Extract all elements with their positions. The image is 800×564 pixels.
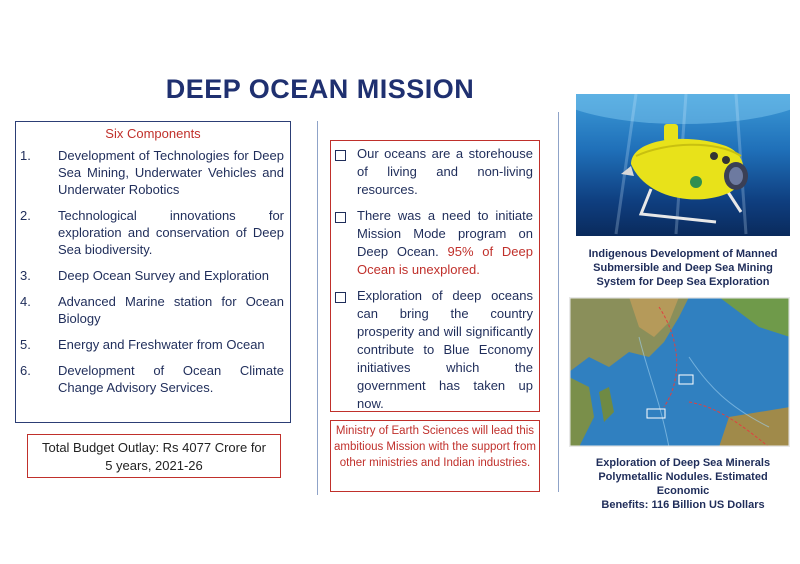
components-list xyxy=(16,147,290,396)
list-item xyxy=(16,207,290,258)
page-title: DEEP OCEAN MISSION xyxy=(165,74,475,104)
divider-left xyxy=(317,121,318,495)
bullet-text: Exploration of deep oceans can bring the country prosperity and will significantly contribute to Blue Economy initiatives which the government has taken up now. xyxy=(357,288,533,411)
bullet-item xyxy=(335,287,533,413)
bullet-text-highlight: 95% of Deep Ocean is unexplored. xyxy=(357,244,533,277)
bullet-item xyxy=(335,207,533,279)
caption-line: Exploration of Deep Sea Minerals xyxy=(595,457,771,469)
item-text: Advanced Marine station for Ocean Biology xyxy=(58,294,284,326)
bullet-text-main: There was a need to initiate Mission Mode program on Deep Ocean. xyxy=(357,208,533,259)
list-item xyxy=(16,336,290,353)
budget-box xyxy=(27,434,281,478)
item-text: Energy and Freshwater from Ocean xyxy=(58,337,265,352)
submersible-icon xyxy=(576,94,790,236)
bullet-text xyxy=(357,207,533,279)
submersible-caption xyxy=(572,247,794,289)
bullet-text: Our oceans are a storehouse of living and non-living resources. xyxy=(357,146,533,197)
components-heading: Six Components xyxy=(105,126,201,141)
submersible-image xyxy=(576,94,790,236)
checkbox-bullet-icon xyxy=(335,287,357,413)
item-text: Technological innovations for exploration and conservation of Deep Sea biodiversity. xyxy=(58,208,284,257)
item-text: Development of Technologies for Deep Sea Mining, Underwater Vehicles and Underwater Robotics xyxy=(58,148,284,197)
list-item xyxy=(16,362,290,396)
item-number: 3. xyxy=(20,268,31,283)
budget-line-1: Total Budget Outlay: Rs 4077 Crore for xyxy=(41,440,266,455)
bullet-item xyxy=(335,145,533,199)
caption-line: System for Deep Sea Exploration xyxy=(596,276,770,288)
list-item xyxy=(16,147,290,198)
caption-line: Benefits: 116 Billion US Dollars xyxy=(601,499,765,511)
caption-line: Polymetallic Nodules. Estimated Economic xyxy=(598,471,768,497)
ocean-facts-box xyxy=(330,140,540,412)
item-text: Development of Ocean Climate Change Advisory Services. xyxy=(58,363,284,395)
list-item xyxy=(16,267,290,284)
item-number: 2. xyxy=(20,208,31,223)
item-text: Deep Ocean Survey and Exploration xyxy=(58,268,270,283)
item-number: 4. xyxy=(20,294,31,309)
ministry-box: Ministry of Earth Sciences will lead this ambitious Mission with the support from other ministries and Indian industries. xyxy=(330,420,540,492)
checkbox-bullet-icon xyxy=(335,207,357,279)
budget-line-2: 5 years, 2021-26 xyxy=(105,458,203,473)
components-box xyxy=(15,121,291,423)
divider-right xyxy=(558,112,559,492)
list-item xyxy=(16,293,290,327)
map-caption xyxy=(572,456,794,512)
caption-line: Indigenous Development of Manned xyxy=(588,248,778,260)
map-icon xyxy=(569,297,790,447)
caption-line: Submersible and Deep Sea Mining xyxy=(593,262,773,274)
item-number: 1. xyxy=(20,148,31,163)
item-number: 5. xyxy=(20,337,31,352)
indian-ocean-map xyxy=(569,297,790,447)
item-number: 6. xyxy=(20,363,31,378)
checkbox-bullet-icon xyxy=(335,145,357,199)
